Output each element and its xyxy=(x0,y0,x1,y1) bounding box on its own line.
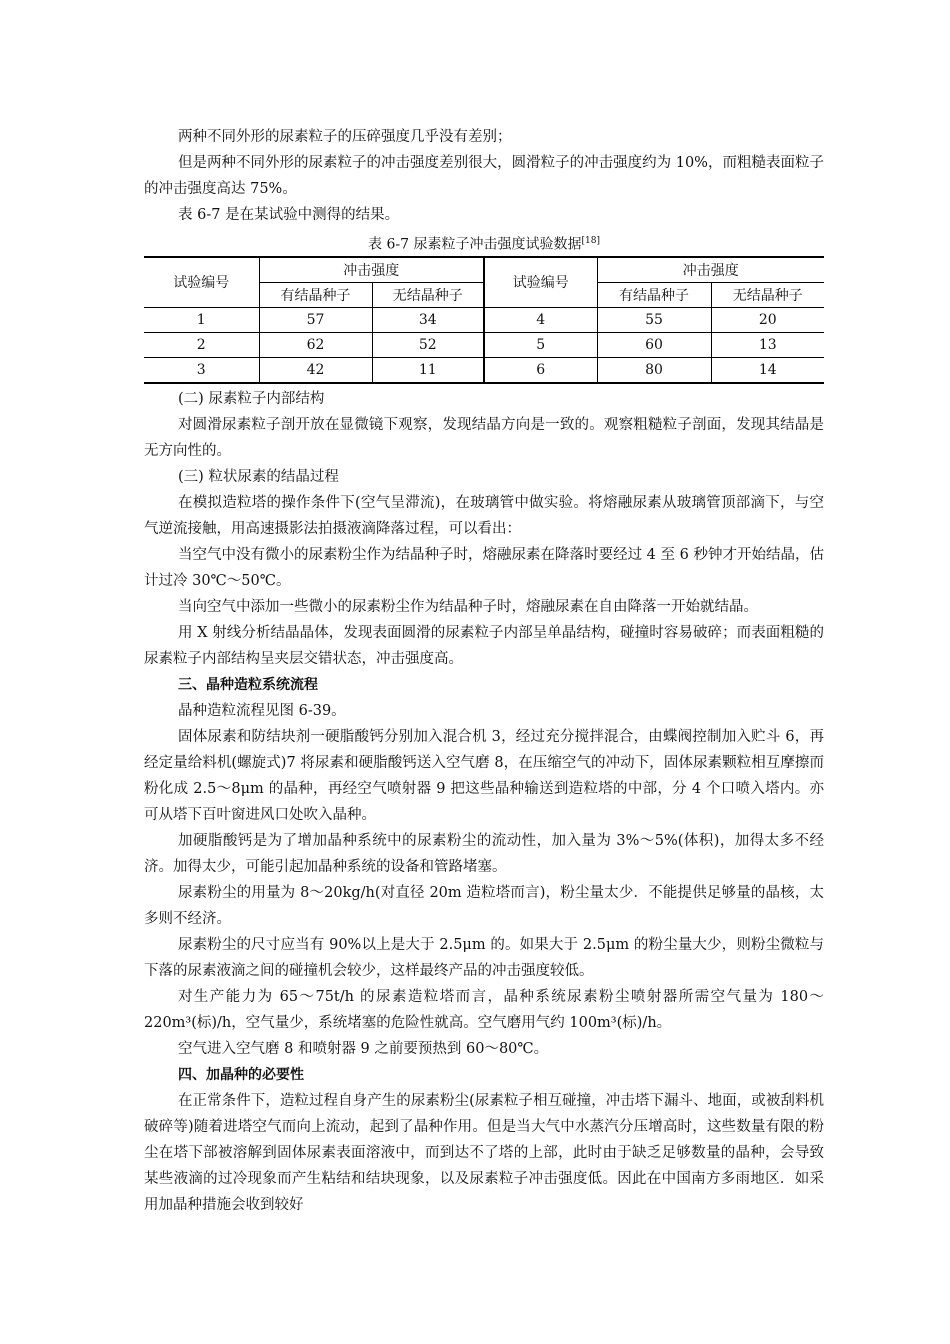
paragraph: 对生产能力为 65～75t/h 的尿素造粒塔而言，晶种系统尿素粉尘喷射器所需空气量为 180～220m³(标)/h，空气量少，系统堵塞的危险性就高。空气磨用气约 100m³(标)/h。 xyxy=(144,988,824,1031)
table-caption-ref: [18] xyxy=(581,236,600,246)
paragraph: 加硬脂酸钙是为了增加晶种系统中的尿素粉尘的流动性，加入量为 3%～5%(体积)，加得太多不经济。加得太少，可能引起加晶种系统的设备和管路堵塞。 xyxy=(144,832,824,875)
table-cell: 42 xyxy=(259,357,372,383)
paragraph: 尿素粉尘的尺寸应当有 90%以上是大于 2.5μm 的。如果大于 2.5μm 的粉尘量大少，则粉尘微粒与下落的尿素液滴之间的碰撞机会较少，这样最终产品的冲击强度较低。 xyxy=(144,936,824,979)
table-cell: 3 xyxy=(144,357,259,383)
paragraph: 空气进入空气磨 8 和喷射器 9 之前要预热到 60～80℃。 xyxy=(178,1040,549,1057)
header-with-seed: 有结晶种子 xyxy=(597,282,711,307)
body-text xyxy=(144,386,824,1218)
table-caption-text: 表 6-7 尿素粒子冲击强度试验数据 xyxy=(368,236,582,253)
paragraph: 当空气中没有微小的尿素粉尘作为结晶种子时，熔融尿素在降落时要经过 4 至 6 秒钟才开始结晶，估计过冷 30℃～50℃。 xyxy=(144,546,824,589)
paragraph: 两种不同外形的尿素粒子的压碎强度几乎没有差别； xyxy=(178,129,512,145)
paragraph: 表 6-7 是在某试验中测得的结果。 xyxy=(178,207,400,223)
table-cell: 57 xyxy=(259,307,372,332)
paragraph: 当向空气中添加一些微小的尿素粉尘作为结晶种子时，熔融尿素在自由降落一开始就结晶。 xyxy=(178,598,758,615)
table-cell: 62 xyxy=(259,332,372,357)
impact-strength-table xyxy=(144,256,824,384)
section-heading: 三、晶种造粒系统流程 xyxy=(178,676,318,693)
page-content xyxy=(144,124,824,1218)
table-cell: 13 xyxy=(711,332,824,357)
table-cell: 11 xyxy=(372,357,484,383)
paragraph: 尿素粉尘的用量为 8～20kg/h(对直径 20m 造粒塔而言)，粉尘量太少．不能提供足够量的晶核，太多则不经济。 xyxy=(144,884,824,927)
header-impact: 冲击强度 xyxy=(597,257,824,283)
header-test-no: 试验编号 xyxy=(484,257,597,308)
subsection-title: (二) 尿素粒子内部结构 xyxy=(178,390,325,407)
header-without-seed: 无结晶种子 xyxy=(372,282,484,307)
header-without-seed: 无结晶种子 xyxy=(711,282,824,307)
table-header-row xyxy=(144,257,824,283)
table-cell: 60 xyxy=(597,332,711,357)
table-cell: 1 xyxy=(144,307,259,332)
table-row xyxy=(144,332,824,357)
table-cell: 34 xyxy=(372,307,484,332)
header-with-seed: 有结晶种子 xyxy=(259,282,372,307)
table-cell: 6 xyxy=(484,357,597,383)
header-impact: 冲击强度 xyxy=(259,257,484,283)
table-cell: 5 xyxy=(484,332,597,357)
table-caption xyxy=(144,230,824,256)
table-cell: 20 xyxy=(711,307,824,332)
table-cell: 14 xyxy=(711,357,824,383)
section-heading: 四、加晶种的必要性 xyxy=(178,1066,304,1083)
paragraph: 固体尿素和防结块剂一硬脂酸钙分别加入混合机 3，经过充分搅拌混合，由蝶阀控制加入贮斗 6，再经定量给料机(螺旋式)7 将尿素和硬脂酸钙送入空气磨 8，在压缩空气的冲动下，固体尿素颗粒相互摩擦而粉化成 2.5～8μm 的晶种，再经空气喷射器 9 把这些晶种输送到造粒塔的中部，分 4 个口喷入塔内。亦可从塔下百叶窗进风口处吹入晶种。 xyxy=(144,728,824,823)
paragraph: 在正常条件下，造粒过程自身产生的尿素粉尘(尿素粒子相互碰撞，冲击塔下漏斗、地面，或被刮料机破碎等)随着进塔空气而向上流动，起到了晶种作用。但是当大气中水蒸汽分压增高时，这些数量有限的粉尘在塔下部被溶解到固体尿素表面溶液中，而到达不了塔的上部，此时由于缺乏足够数量的晶种，会导致某些液滴的过冷现象而产生粘结和结块现象，以及尿素粒子冲击强度低。因此在中国南方多雨地区．如采用加晶种措施会收到较好 xyxy=(144,1092,824,1213)
paragraph: 但是两种不同外形的尿素粒子的冲击强度差别很大，圆滑粒子的冲击强度约为 10%，而粗糙表面粒子的冲击强度高达 75%。 xyxy=(144,155,824,197)
paragraph: 晶种造粒流程见图 6-39。 xyxy=(178,702,346,719)
table-cell: 80 xyxy=(597,357,711,383)
table-cell: 2 xyxy=(144,332,259,357)
paragraph: 对圆滑尿素粒子剖开放在显微镜下观察，发现结晶方向是一致的。观察粗糙粒子剖面，发现其结晶是无方向性的。 xyxy=(144,416,824,459)
table-cell: 55 xyxy=(597,307,711,332)
paragraph: 用 X 射线分析结晶晶体，发现表面圆滑的尿素粒子内部呈单晶结构，碰撞时容易破碎；而表面粗糙的尿素粒子内部结构呈夹层交错状态，冲击强度高。 xyxy=(144,624,824,667)
subsection-title: (三) 粒状尿素的结晶过程 xyxy=(178,468,339,485)
table-cell: 4 xyxy=(484,307,597,332)
table-cell: 52 xyxy=(372,332,484,357)
paragraph: 在模拟造粒塔的操作条件下(空气呈滞流)，在玻璃管中做实验。将熔融尿素从玻璃管顶部滴下，与空气逆流接触，用高速摄影法拍摄液滴降落过程，可以看出： xyxy=(144,494,824,537)
table-row xyxy=(144,307,824,332)
header-test-no: 试验编号 xyxy=(144,257,259,308)
table-row xyxy=(144,357,824,383)
